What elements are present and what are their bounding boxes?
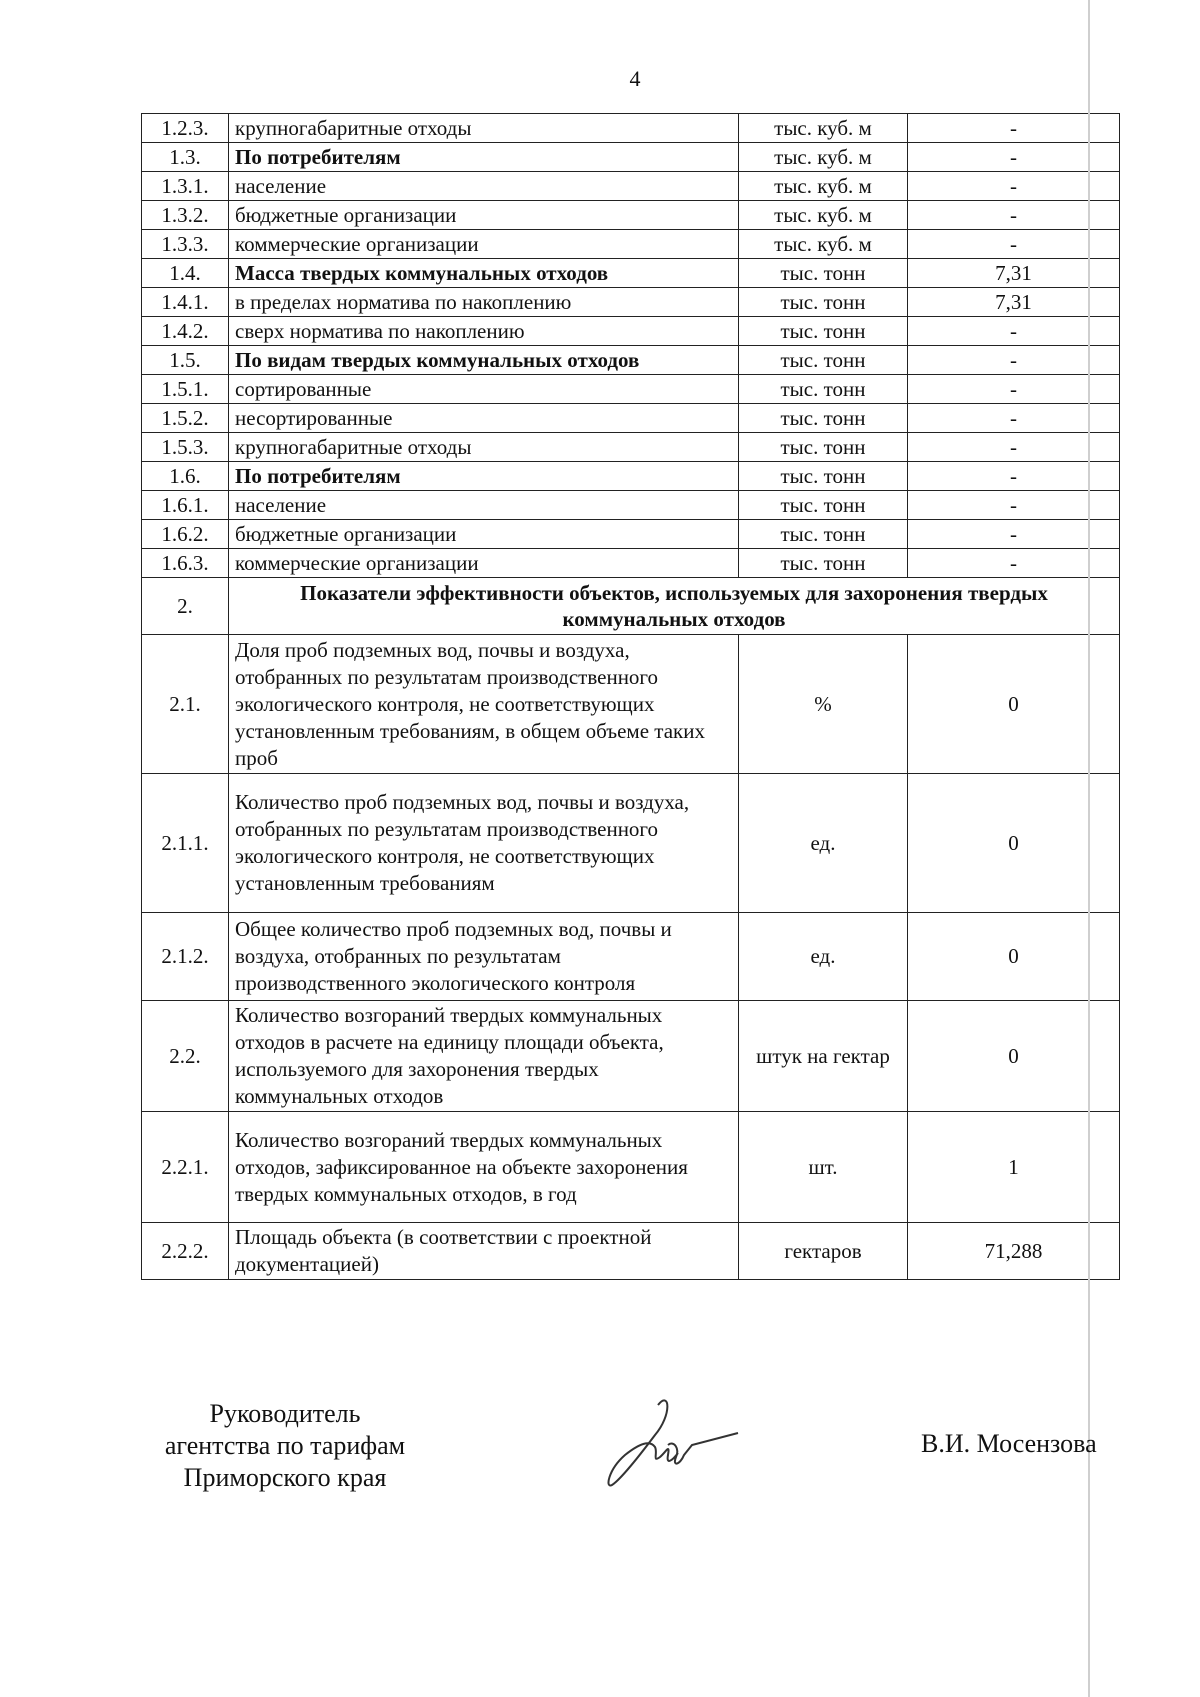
table-row: [142, 172, 1120, 201]
row-name: коммерческие организации: [229, 230, 739, 259]
row-name: По потребителям: [229, 462, 739, 491]
row-name: коммерческие организации: [229, 549, 739, 578]
row-unit: тыс. тонн: [739, 346, 908, 375]
row-value: 7,31: [908, 288, 1120, 317]
position-line-3: Приморского края: [183, 1463, 387, 1492]
table-row: [142, 114, 1120, 143]
row-name: население: [229, 491, 739, 520]
row-value: 0: [908, 774, 1120, 913]
table-row: [142, 774, 1120, 913]
row-value: -: [908, 462, 1120, 491]
row-number: 2.1.1.: [142, 774, 229, 913]
table-row: [142, 520, 1120, 549]
row-number: 1.6.2.: [142, 520, 229, 549]
row-value: -: [908, 317, 1120, 346]
section-title: Показатели эффективности объектов, используемых для захоронения твердых коммунальных отходов: [229, 578, 1120, 635]
table-row: [142, 491, 1120, 520]
row-unit: тыс. тонн: [739, 462, 908, 491]
table-row: [142, 317, 1120, 346]
row-number: 1.3.1.: [142, 172, 229, 201]
row-unit: тыс. тонн: [739, 549, 908, 578]
table-row: [142, 259, 1120, 288]
row-unit: тыс. тонн: [739, 404, 908, 433]
row-unit: тыс. тонн: [739, 491, 908, 520]
row-value: -: [908, 491, 1120, 520]
row-value: -: [908, 404, 1120, 433]
row-number: 1.3.2.: [142, 201, 229, 230]
row-number: 1.5.1.: [142, 375, 229, 404]
table-row: [142, 230, 1120, 259]
signer-name: В.И. Мосензова: [921, 1429, 1097, 1458]
row-number: 2.1.2.: [142, 913, 229, 1001]
row-number: 1.3.3.: [142, 230, 229, 259]
row-name: несортированные: [229, 404, 739, 433]
row-unit: тыс. тонн: [739, 375, 908, 404]
row-value: 71,288: [908, 1223, 1120, 1280]
indicators-table: [141, 113, 1120, 1280]
row-name: сортированные: [229, 375, 739, 404]
row-unit: тыс. куб. м: [739, 143, 908, 172]
row-unit: ед.: [739, 774, 908, 913]
row-name: Площадь объекта (в соответствии с проектной документацией): [229, 1223, 739, 1280]
row-name: Количество проб подземных вод, почвы и воздуха, отобранных по результатам производственного экологического контроля, не соответствующих установленным требованиям: [229, 774, 739, 913]
row-number: 2.2.: [142, 1001, 229, 1112]
row-number: 1.6.1.: [142, 491, 229, 520]
row-number: 1.5.: [142, 346, 229, 375]
row-value: -: [908, 520, 1120, 549]
row-number: 1.4.: [142, 259, 229, 288]
row-name: крупногабаритные отходы: [229, 433, 739, 462]
table-row: [142, 201, 1120, 230]
row-unit: штук на гектар: [739, 1001, 908, 1112]
table-row: [142, 288, 1120, 317]
row-name: Масса твердых коммунальных отходов: [229, 259, 739, 288]
row-unit: тыс. тонн: [739, 433, 908, 462]
row-value: -: [908, 549, 1120, 578]
table-row: [142, 635, 1120, 774]
table-row: [142, 433, 1120, 462]
row-unit: тыс. куб. м: [739, 172, 908, 201]
row-value: -: [908, 346, 1120, 375]
row-name: Количество возгораний твердых коммунальных отходов, зафиксированное на объекте захоронения твердых коммунальных отходов, в год: [229, 1112, 739, 1223]
table-row: [142, 462, 1120, 491]
row-number: 1.4.2.: [142, 317, 229, 346]
row-value: -: [908, 375, 1120, 404]
row-unit: тыс. куб. м: [739, 201, 908, 230]
signature-position: [140, 1398, 430, 1494]
row-name: бюджетные организации: [229, 201, 739, 230]
row-value: 7,31: [908, 259, 1120, 288]
position-line-1: Руководитель: [209, 1399, 361, 1428]
row-unit: тыс. тонн: [739, 259, 908, 288]
row-name: крупногабаритные отходы: [229, 114, 739, 143]
row-value: -: [908, 201, 1120, 230]
row-name: сверх норматива по накоплению: [229, 317, 739, 346]
table-row: [142, 1112, 1120, 1223]
row-number: 1.5.3.: [142, 433, 229, 462]
table-row: [142, 1001, 1120, 1112]
table-row: [142, 346, 1120, 375]
row-name: население: [229, 172, 739, 201]
row-unit: ед.: [739, 913, 908, 1001]
table-row: [142, 404, 1120, 433]
row-value: 0: [908, 913, 1120, 1001]
row-number: 1.6.: [142, 462, 229, 491]
position-line-2: агентства по тарифам: [164, 1431, 406, 1460]
row-value: -: [908, 143, 1120, 172]
table-row: [142, 1223, 1120, 1280]
row-number: 1.6.3.: [142, 549, 229, 578]
row-number: 1.3.: [142, 143, 229, 172]
row-value: -: [908, 230, 1120, 259]
row-unit: тыс. тонн: [739, 520, 908, 549]
row-number: 1.4.1.: [142, 288, 229, 317]
row-unit: тыс. куб. м: [739, 230, 908, 259]
row-number: 1.5.2.: [142, 404, 229, 433]
row-name: Общее количество проб подземных вод, почвы и воздуха, отобранных по результатам производственного экологического контроля: [229, 913, 739, 1001]
row-value: 0: [908, 635, 1120, 774]
row-name: По видам твердых коммунальных отходов: [229, 346, 739, 375]
section-number: 2.: [142, 578, 229, 635]
row-unit: гектаров: [739, 1223, 908, 1280]
row-value: 0: [908, 1001, 1120, 1112]
table-row: [142, 913, 1120, 1001]
row-number: 1.2.3.: [142, 114, 229, 143]
row-unit: тыс. куб. м: [739, 114, 908, 143]
row-unit: тыс. тонн: [739, 288, 908, 317]
row-value: -: [908, 114, 1120, 143]
row-unit: тыс. тонн: [739, 317, 908, 346]
row-unit: шт.: [739, 1112, 908, 1223]
row-name: Доля проб подземных вод, почвы и воздуха, отобранных по результатам производственного экологического контроля, не соответствующих установленным требованиям, в общем объеме таких проб: [229, 635, 739, 774]
table-row: [142, 375, 1120, 404]
page-number: 4: [629, 66, 641, 91]
row-name: Количество возгораний твердых коммунальных отходов в расчете на единицу площади объекта, используемого для захоронения твердых коммунальных отходов: [229, 1001, 739, 1112]
section-header-row: [142, 578, 1120, 635]
row-value: -: [908, 172, 1120, 201]
row-value: -: [908, 433, 1120, 462]
row-number: 2.2.1.: [142, 1112, 229, 1223]
handwritten-signature: [600, 1385, 740, 1495]
row-name: По потребителям: [229, 143, 739, 172]
row-number: 2.2.2.: [142, 1223, 229, 1280]
row-name: бюджетные организации: [229, 520, 739, 549]
table-row: [142, 143, 1120, 172]
row-number: 2.1.: [142, 635, 229, 774]
table-row: [142, 549, 1120, 578]
row-value: 1: [908, 1112, 1120, 1223]
row-name: в пределах норматива по накоплению: [229, 288, 739, 317]
row-unit: %: [739, 635, 908, 774]
